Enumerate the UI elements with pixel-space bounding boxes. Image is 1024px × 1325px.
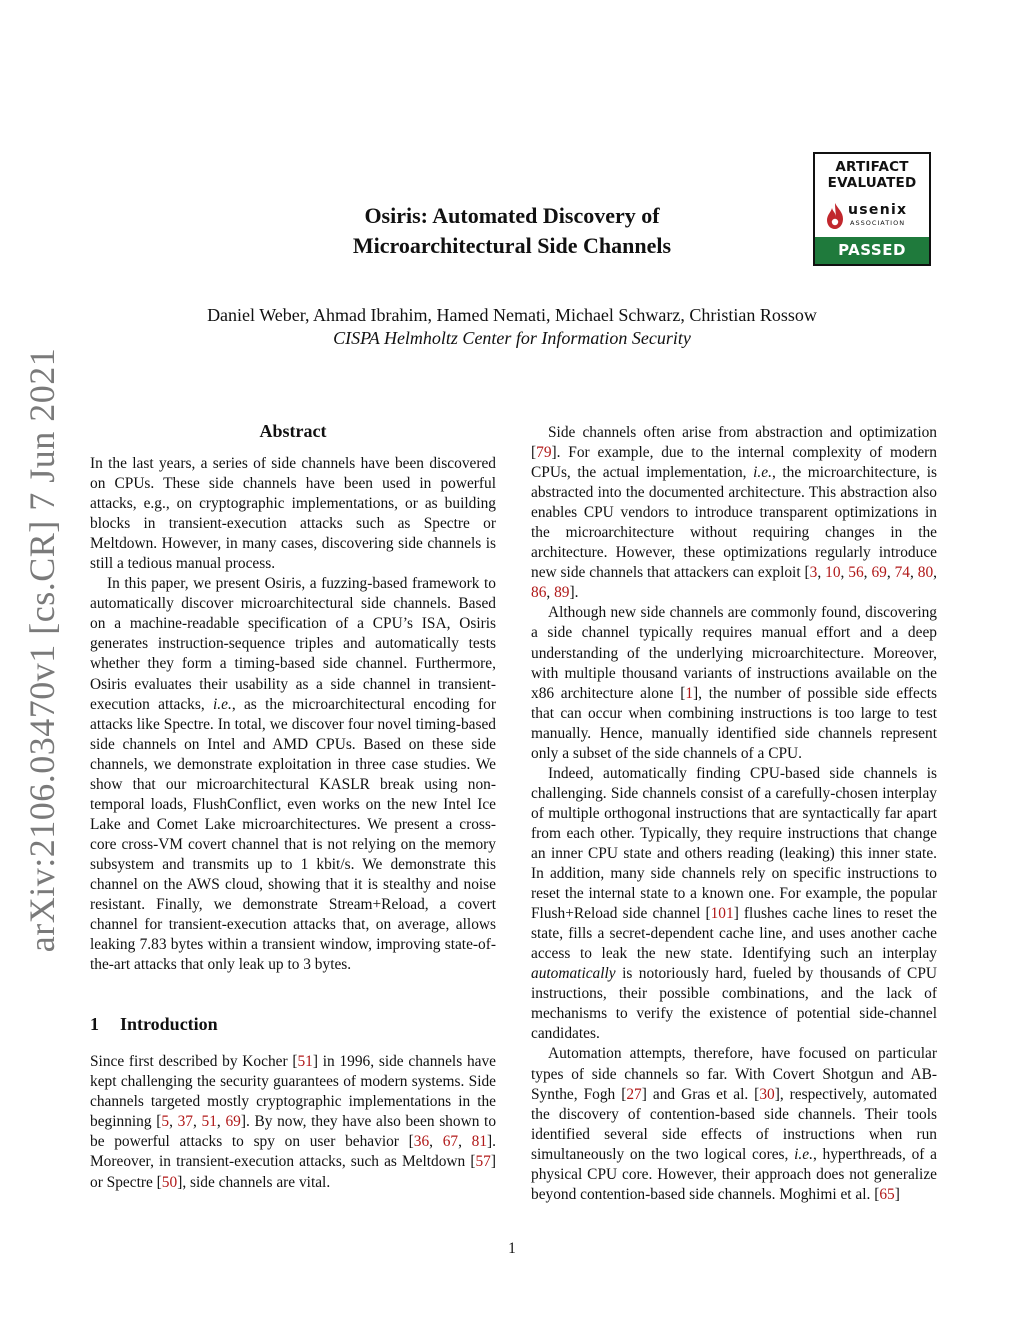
citation-link[interactable]: 30 (759, 1085, 775, 1103)
citation-link[interactable]: 27 (626, 1085, 642, 1103)
citation-link[interactable]: 81 (471, 1133, 488, 1151)
paper-title (280, 201, 744, 261)
title-line2: Microarchitectural Side Channels (352, 233, 672, 258)
citation-link[interactable]: 3 (809, 564, 818, 582)
badge-line1: ARTIFACT (835, 159, 909, 175)
citation-link[interactable]: 1 (685, 684, 694, 702)
citation-link[interactable]: 80 (917, 564, 934, 582)
citation-link[interactable]: 36 (413, 1133, 430, 1151)
citation-link[interactable]: 69 (871, 564, 887, 582)
body-paragraph-2: Although new side channels are commonly found, discovering a side channel typically requires manual effort and a deep understanding of the underlying microarchitecture. Moreover, with multiple thousand variants of instructions available on the x86 architecture alone [1], the number of possible side effects that can occur when combining instructions is too large to test manually. Hence, manually identified side channels represent only a subset of the side channels of a CPU. (531, 604, 937, 762)
section-title: Introduction (120, 1014, 218, 1035)
abstract-heading: Abstract (259, 421, 327, 441)
citation-link[interactable]: 86 (531, 584, 547, 602)
body-paragraph-4: Automation attempts, therefore, have focused on particular types of side channels so far. With Covert Shotgun and AB-Synthe, Fogh [27] and Gras et al. [30], respectively, automated the discovery of contention-based side channels. Their tools identified several side effects of instructions when run simultaneously on the two logical cores, i.e., hyperthreads, of a physical CPU core. However, their approach does not generalize beyond contention-based side channels. Moghimi et al. [65] (531, 1045, 937, 1203)
citation-link[interactable]: 5 (161, 1113, 170, 1131)
body-paragraph-3: Indeed, automatically finding CPU-based side channels is challenging. Side channels consist of a carefully-chosen interplay of multiple orthogonal instructions that are syntactically far apart from each other. Typically, they require instructions that change an inner CPU state and others reading (leaking) this inner state. In addition, many side channels rely on specific instructions to reset the internal state to a known one. For example, the popular Flush+Reload side channel [101] flushes cache lines to reset the state, fills a secret-dependent cache line, and uses another cache access to leak the new state. Identifying such an interplay automatically is notoriously hard, fueled by thousands of CPU instructions, their possible combinations, and the lack of mechanisms to verify the existence of potential side-channel candidates. (531, 764, 937, 1043)
citation-link[interactable]: 79 (536, 444, 552, 462)
abstract-paragraph-1: In the last years, a series of side channels have been discovered on CPUs. These side channels have been used in powerful attacks, e.g., on cryptographic implementations, or as building blocks in transient-execution attacks such as Spectre or Meltdown. However, in many cases, discovering side channels is still a tedious manual process. (90, 455, 496, 573)
title-line1: Osiris: Automated Discovery of (364, 203, 660, 228)
citation-link[interactable]: 67 (442, 1133, 459, 1151)
badge-assoc: ASSOCIATION (850, 219, 906, 227)
citation-link[interactable]: 51 (201, 1113, 217, 1131)
intro-paragraph-1: Since first described by Kocher [51] in 1996, side channels have kept challenging the security guarantees of modern systems. Side channels targeted mostly cryptographic implementations in the beginning [5, 37, 51, 69]. By now, they have also been shown to be powerful attacks to spy on user behavior [36, 67, 81]. Moreover, in transient-execution attacks, such as Meltdown [57] or Spectre [50], side channels are vital. (90, 1053, 497, 1191)
citation-link[interactable]: 101 (710, 905, 734, 923)
citation-link[interactable]: 10 (825, 564, 841, 582)
badge-status: PASSED (815, 237, 929, 264)
badge-org: usenix (848, 202, 908, 218)
usenix-flame-icon (824, 202, 846, 230)
page-number: 1 (508, 1240, 516, 1257)
usenix-logo (824, 200, 928, 236)
citation-link[interactable]: 37 (177, 1113, 193, 1131)
citation-link[interactable]: 74 (894, 564, 910, 582)
citation-link[interactable]: 56 (848, 564, 864, 582)
citation-link[interactable]: 89 (554, 584, 570, 602)
citation-link[interactable]: 57 (475, 1153, 491, 1171)
left-column (90, 420, 496, 1193)
citation-link[interactable]: 50 (161, 1173, 178, 1191)
citation-link[interactable]: 51 (297, 1053, 313, 1071)
arxiv-stamp (20, 347, 64, 953)
abstract-paragraph-2: In this paper, we present Osiris, a fuzzing-based framework to automatically discover microarchitectural side channels. Based on a machine-readable specification of a CPU’s ISA, Osiris generates instruction-sequence triples and automatically tests whether they form a timing-based side channel. Furthermore, Osiris evaluates their usability as a side channel in transient-execution attacks, i.e., as the microarchitectural encoding for attacks like Spectre. In total, we discover four novel timing-based side channels on Intel and AMD CPUs. Based on these side channels, we demonstrate exploitation in three case studies. We show that our microarchitectural KASLR break using non-temporal loads, FlushConflict, even works on the new Intel Ice Lake and Comet Lake microarchitectures. We present a cross-core cross-VM covert channel that is not relying on the memory subsystem and transmits up to 1 kbit/s. We demonstrate this channel on the AWS cloud, showing that it is stealthy and noise resistant. Finally, we demonstrate Stream+Reload, a covert channel for transient-execution attacks that, on average, allows leaking 7.83 bytes within a transient window, improving state-of-the-art attacks that only leak up to 3 bytes. (90, 575, 496, 974)
author-list: Daniel Weber, Ahmad Ibrahim, Hamed Nemati, Michael Schwarz, Christian Rossow (207, 305, 817, 325)
body-paragraph-1: Side channels often arise from abstraction and optimization [79]. For example, due to the internal complexity of modern CPUs, the actual implementation, i.e., the microarchitecture, is abstracted into the documented architecture. This abstraction also enables CPU vendors to introduce transparent optimizations in the microarchitecture without requiring changes in the architecture. However, these optimizations regularly introduce new side channels that attackers can exploit [3, 10, 56, 69, 74, 80, 86, 89]. (531, 424, 937, 602)
author-block (100, 304, 924, 350)
citation-link[interactable]: 69 (225, 1113, 241, 1131)
section-number: 1 (90, 1014, 99, 1035)
right-column (531, 423, 937, 1205)
intro-heading (90, 1013, 496, 1035)
arxiv-stamp-text: arXiv:2106.03470v1 [cs.CR] 7 Jun 2021 (22, 347, 62, 953)
badge-line2: EVALUATED (827, 175, 917, 191)
artifact-evaluated-badge (813, 152, 931, 266)
affiliation: CISPA Helmholtz Center for Information Security (333, 328, 691, 348)
citation-link[interactable]: 65 (879, 1185, 895, 1203)
